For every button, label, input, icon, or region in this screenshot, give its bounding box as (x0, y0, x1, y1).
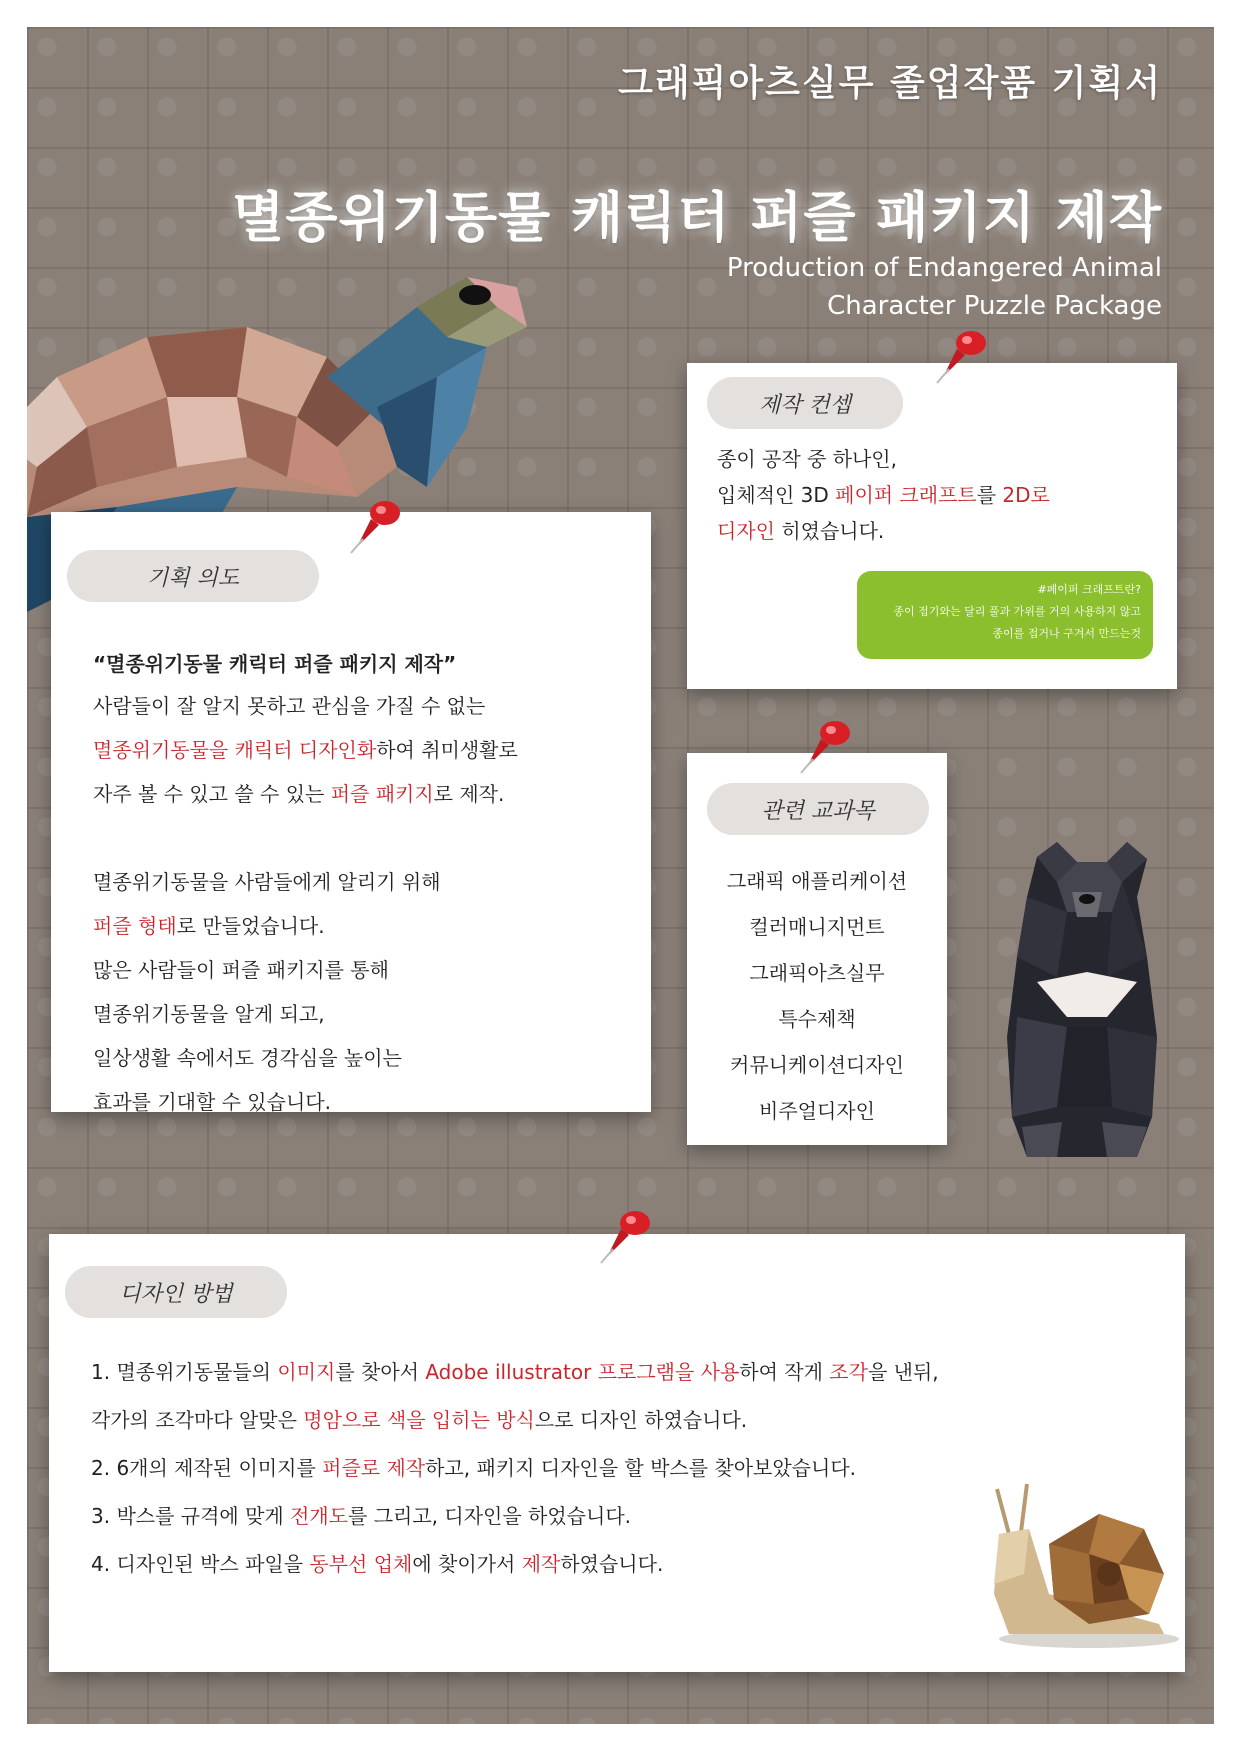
method-card (49, 1234, 1185, 1672)
concept-line-1: 종이 공작 중 하나인, (717, 447, 897, 471)
concept-card (687, 363, 1177, 689)
concept-line-3: 디자인 히였습니다. (717, 519, 885, 543)
tag-line-2: 종이를 접거나 구겨서 만드는것 (992, 627, 1141, 640)
subject-item: 컬러매니지먼트 (749, 915, 885, 939)
tag-title: #페이퍼 크래프트란? (1037, 583, 1141, 596)
subject-item: 특수제책 (778, 1007, 856, 1031)
subjects-card (687, 753, 947, 1145)
intent-line-7: 멸종위기동물을 알게 되고, (93, 1002, 325, 1026)
intent-line-2: 멸종위기동물을 캐릭터 디자인화하여 취미생활로 (93, 738, 518, 762)
snail-illustration (979, 1474, 1179, 1654)
concept-label: 제작 컨셉 (707, 377, 903, 429)
subject-item: 비주얼디자인 (759, 1099, 875, 1123)
subtitle-line-1: Production of Endangered Animal (726, 253, 1162, 283)
main-title: 멸종위기동물 캐릭터 퍼즐 패키지 제작 (232, 186, 1162, 249)
poster (27, 27, 1214, 1724)
english-subtitle (727, 249, 1162, 325)
intent-line-8: 일상생활 속에서도 경각심을 높이는 (93, 1046, 402, 1070)
method-step-4: 4. 디자인된 박스 파일을 동부선 업체에 찾이가서 제작하였습니다. (91, 1552, 664, 1576)
method-step-1-cont: 각가의 조각마다 알맞은 명암으로 색을 입히는 방식으로 디자인 하였습니다. (91, 1408, 748, 1432)
intent-line-6: 많은 사람들이 퍼즐 패키지를 통해 (93, 958, 389, 982)
intent-label: 기획 의도 (67, 550, 319, 602)
intent-line-3: 자주 볼 수 있고 쓸 수 있는 퍼즐 패키지로 제작. (93, 782, 505, 806)
subject-item: 그래픽아츠실무 (749, 961, 885, 985)
method-step-1: 1. 멸종위기동물들의 이미지를 찾아서 Adobe illustrator 프로그램을 사용하여 작게 조각을 낸뒤, (91, 1360, 939, 1384)
subject-item: 커뮤니케이션디자인 (730, 1053, 904, 1077)
method-label: 디자인 방법 (65, 1266, 287, 1318)
intent-line-9: 효과를 기대할 수 있습니다. (93, 1090, 331, 1114)
push-pin-icon (597, 1207, 657, 1267)
intent-heading: “멸종위기동물 캐릭터 퍼즐 패키지 제작” (93, 652, 457, 676)
intent-card (51, 512, 651, 1112)
push-pin-icon (933, 327, 993, 387)
subtitle-line-2: Character Puzzle Package (827, 291, 1162, 321)
tag-line-1: 종이 접기와는 달리 풀과 가위를 거의 사용하지 않고 (893, 605, 1141, 618)
intent-line-1: 사람들이 잘 알지 못하고 관심을 가질 수 없는 (93, 694, 486, 718)
intent-line-4: 멸종위기동물을 사람들에게 알리기 위해 (93, 870, 441, 894)
intent-line-5: 퍼즐 형태로 만들었습니다. (93, 914, 325, 938)
header-title: 그래픽아츠실무 졸업작품 기획서 (618, 63, 1162, 104)
papercraft-tag (857, 571, 1153, 659)
concept-line-2: 입체적인 3D 페이퍼 크래프트를 2D로 (717, 483, 1050, 507)
method-step-2: 2. 6개의 제작된 이미지를 퍼즐로 제작하고, 패키지 디자인을 할 박스를 찾아보았습니다. (91, 1456, 856, 1480)
push-pin-icon (797, 717, 857, 777)
bear-illustration (997, 837, 1167, 1167)
method-step-3: 3. 박스를 규격에 맞게 전개도를 그리고, 디자인을 하었습니다. (91, 1504, 631, 1528)
subject-item: 그래픽 애플리케이션 (726, 869, 908, 893)
push-pin-icon (347, 497, 407, 557)
subjects-label: 관련 교과목 (707, 783, 929, 835)
